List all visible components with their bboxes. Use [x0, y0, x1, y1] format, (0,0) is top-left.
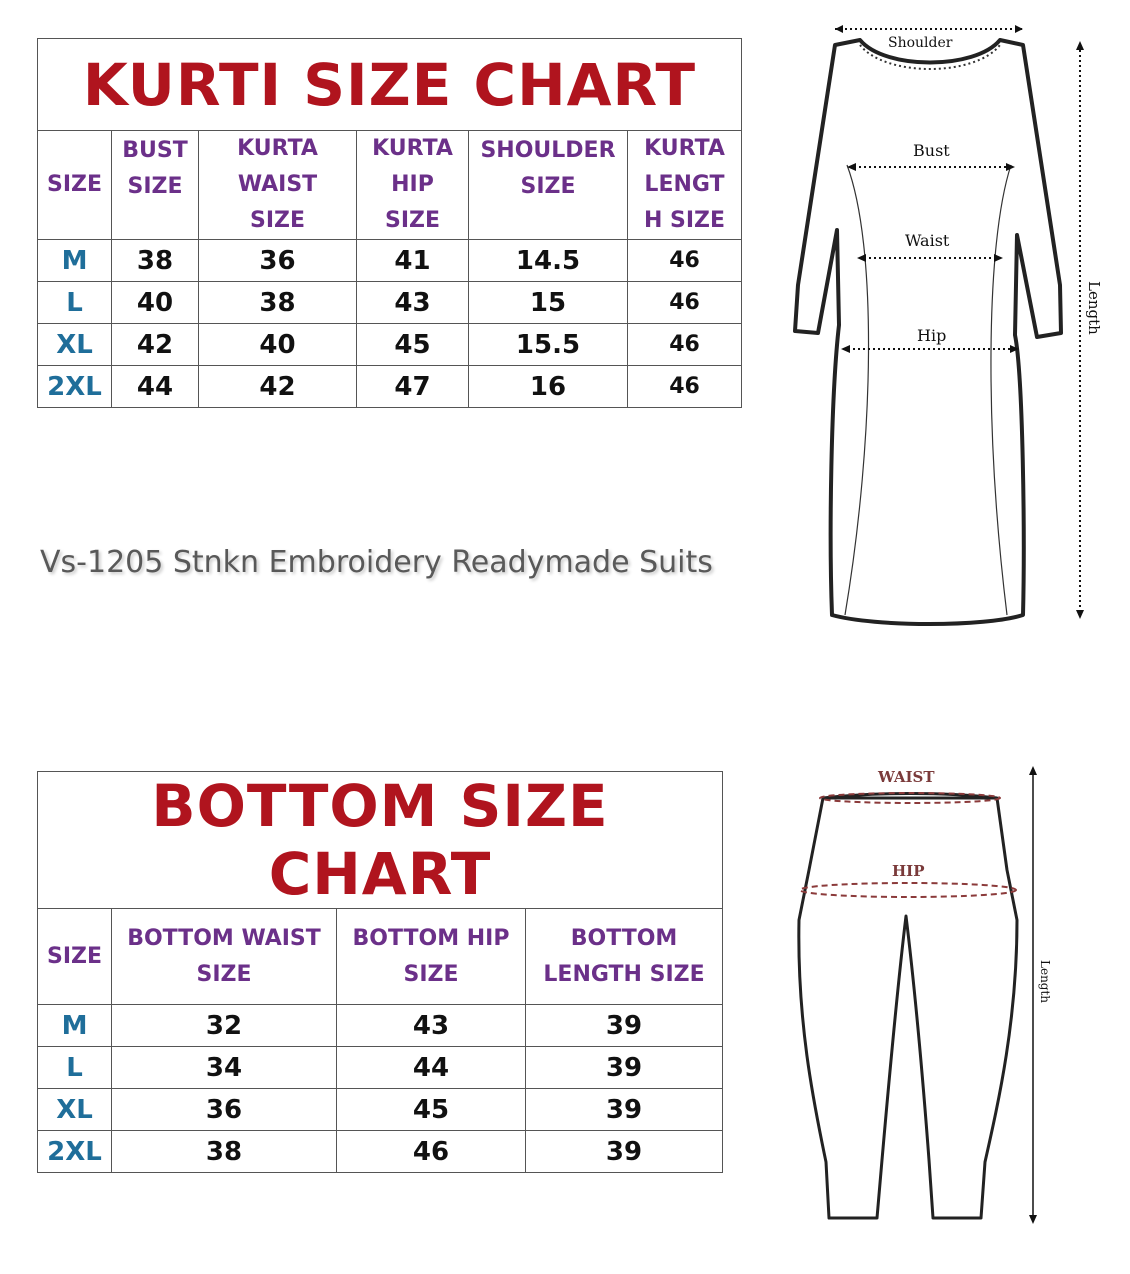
bust-value: 44 — [112, 366, 199, 408]
size-label: L — [38, 1047, 112, 1089]
hip-value: 43 — [337, 1005, 526, 1047]
size-label: L — [38, 282, 112, 324]
bottom-header-length: BOTTOM LENGTH SIZE — [526, 909, 723, 1005]
waist-label: Waist — [905, 231, 950, 250]
bottom-header-hip: BOTTOM HIP SIZE — [337, 909, 526, 1005]
bottom-measurement-diagram — [785, 760, 1075, 1230]
hip-value: 45 — [357, 324, 469, 366]
shoulder-label: Shoulder — [888, 35, 953, 51]
product-name: Vs-1205 Stnkn Embroidery Readymade Suits — [40, 545, 713, 580]
kurti-header-bust: BUST SIZE — [112, 131, 199, 240]
bust-value: 38 — [112, 240, 199, 282]
length-value: 46 — [628, 324, 742, 366]
bottom-size-chart — [37, 771, 723, 1173]
kurti-header-size: SIZE — [38, 131, 112, 240]
hip-value: 45 — [337, 1089, 526, 1131]
hip-value: 47 — [357, 366, 469, 408]
size-label: XL — [38, 324, 112, 366]
kurti-header-hip: KURTA HIP SIZE — [357, 131, 469, 240]
hip-value: 41 — [357, 240, 469, 282]
waist-value: 34 — [112, 1047, 337, 1089]
length-value: 39 — [526, 1131, 723, 1173]
bottom-header-waist: BOTTOM WAIST SIZE — [112, 909, 337, 1005]
length-value: 46 — [628, 240, 742, 282]
table-row — [38, 1005, 723, 1047]
waist-value: 40 — [199, 324, 357, 366]
table-row — [38, 324, 742, 366]
kurti-measurement-diagram — [785, 15, 1115, 655]
table-row — [38, 1047, 723, 1089]
shoulder-value: 15.5 — [469, 324, 628, 366]
waist-label: WAIST — [878, 768, 935, 786]
size-label: XL — [38, 1089, 112, 1131]
hip-label: Hip — [917, 326, 947, 345]
waist-value: 38 — [112, 1131, 337, 1173]
waist-value: 42 — [199, 366, 357, 408]
length-label: Length — [1038, 960, 1052, 1004]
bust-value: 42 — [112, 324, 199, 366]
waist-value: 32 — [112, 1005, 337, 1047]
hip-value: 43 — [357, 282, 469, 324]
waist-value: 36 — [199, 240, 357, 282]
kurti-header-shoulder: SHOULDER SIZE — [469, 131, 628, 240]
shoulder-value: 16 — [469, 366, 628, 408]
kurti-header-waist: KURTA WAIST SIZE — [199, 131, 357, 240]
length-value: 39 — [526, 1047, 723, 1089]
bust-label: Bust — [913, 141, 950, 160]
bust-value: 40 — [112, 282, 199, 324]
kurti-header-length: KURTA LENGT H SIZE — [628, 131, 742, 240]
size-label: M — [38, 240, 112, 282]
hip-value: 44 — [337, 1047, 526, 1089]
size-label: 2XL — [38, 1131, 112, 1173]
table-row — [38, 1089, 723, 1131]
table-row — [38, 240, 742, 282]
table-row — [38, 366, 742, 408]
waist-value: 38 — [199, 282, 357, 324]
length-value: 46 — [628, 282, 742, 324]
length-value: 39 — [526, 1005, 723, 1047]
hip-label: HIP — [892, 862, 925, 880]
shoulder-value: 15 — [469, 282, 628, 324]
length-value: 39 — [526, 1089, 723, 1131]
shoulder-value: 14.5 — [469, 240, 628, 282]
length-label: Length — [1085, 281, 1103, 335]
leggings-outline — [799, 798, 1017, 1218]
hip-value: 46 — [337, 1131, 526, 1173]
size-label: M — [38, 1005, 112, 1047]
table-row — [38, 282, 742, 324]
table-row — [38, 1131, 723, 1173]
kurti-size-chart — [37, 38, 742, 408]
length-value: 46 — [628, 366, 742, 408]
kurti-chart-title: KURTI SIZE CHART — [38, 39, 742, 131]
bottom-chart-title: BOTTOM SIZE CHART — [38, 772, 723, 909]
size-label: 2XL — [38, 366, 112, 408]
waist-value: 36 — [112, 1089, 337, 1131]
bottom-header-size: SIZE — [38, 909, 112, 1005]
